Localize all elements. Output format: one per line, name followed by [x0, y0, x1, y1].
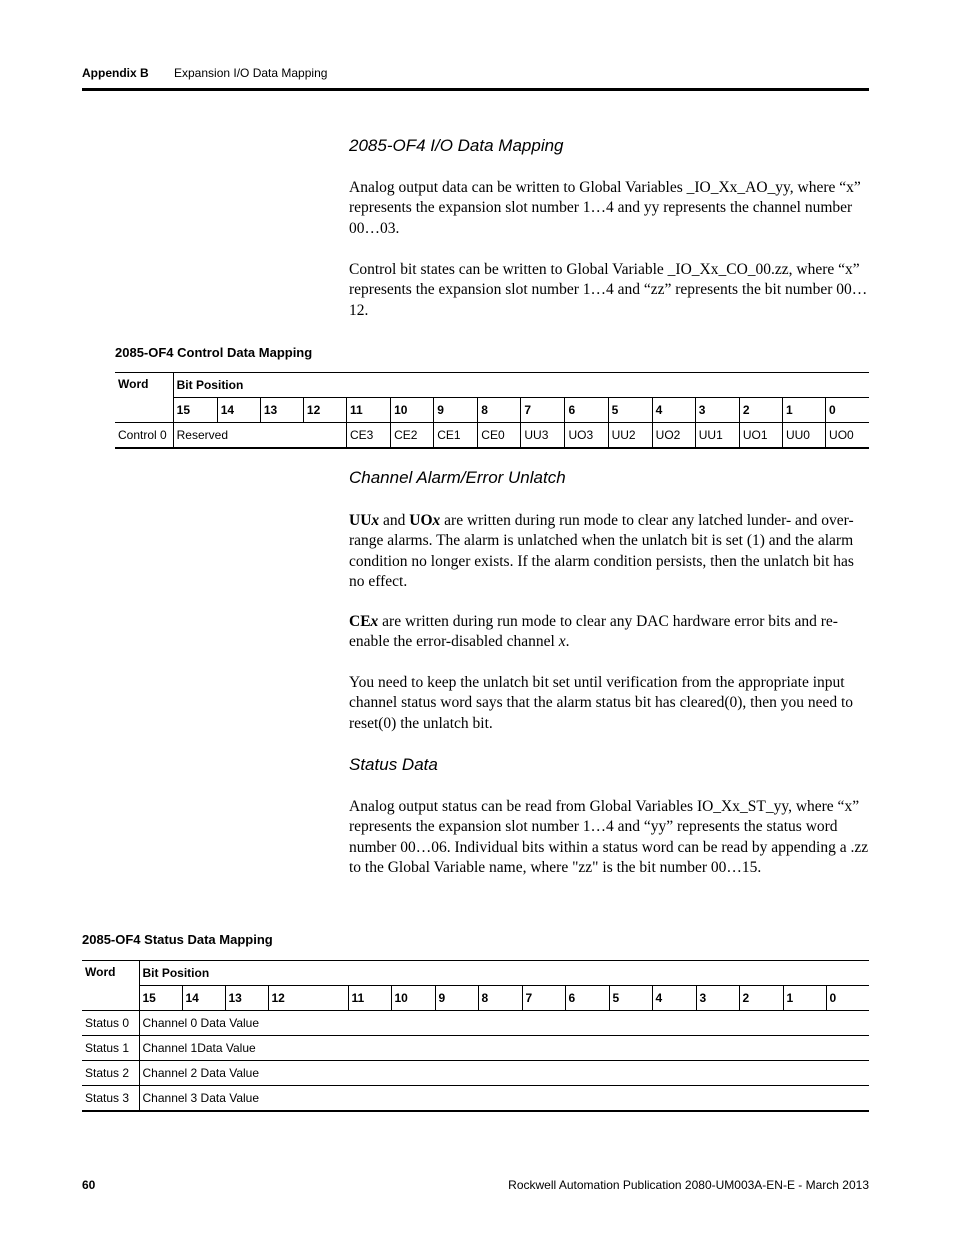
row-value: Channel 3 Data Value: [139, 1086, 869, 1112]
bit-5: 5: [608, 398, 652, 423]
bit-10: 10: [391, 986, 435, 1011]
table-row: [82, 1061, 869, 1086]
bit-2: 2: [739, 398, 782, 423]
bit-10: 10: [391, 398, 434, 423]
cell-ce1: CE1: [434, 423, 478, 449]
control-table-caption: 2085-OF4 Control Data Mapping: [115, 345, 313, 360]
para2-rest: are written during run mode to clear any DAC hardware error bits and re-enable the error-disabled channel: [349, 613, 838, 651]
channel-x: x: [558, 633, 566, 651]
and-text: and: [379, 512, 410, 529]
bit-12: 12: [303, 398, 346, 423]
bit-6: 6: [565, 398, 608, 423]
bit-7: 7: [521, 398, 565, 423]
bit-7: 7: [522, 986, 565, 1011]
header-rule: [82, 88, 869, 91]
row-word: Status 3: [82, 1086, 139, 1112]
status-data-heading: Status Data: [349, 755, 438, 774]
bit-14: 14: [217, 398, 260, 423]
io-mapping-paragraph-2: Control bit states can be written to Global Variable _IO_Xx_CO_00.zz, where “x” represents the expansion slot number 1…4 and “zz” represents the bit number 00…12.: [349, 261, 868, 319]
bit-9: 9: [435, 986, 478, 1011]
bit-12: 12: [268, 986, 348, 1011]
bit-13: 13: [260, 398, 303, 423]
io-mapping-heading: 2085-OF4 I/O Data Mapping: [349, 136, 564, 155]
ce-x: x: [370, 613, 379, 630]
cell-uo3: UO3: [565, 423, 608, 449]
table-row: [115, 423, 869, 449]
bit-position-header: Bit Position: [173, 373, 869, 398]
row-value: Channel 1Data Value: [139, 1036, 869, 1061]
table-row: [82, 1036, 869, 1061]
bit-1: 1: [782, 398, 825, 423]
cell-uu0: UU0: [782, 423, 825, 449]
alarm-unlatch-paragraph-2: [349, 612, 869, 653]
bit-6: 6: [565, 986, 609, 1011]
uo-x: x: [432, 512, 441, 529]
appendix-label: Appendix B: [82, 66, 149, 80]
uo-term: UO: [409, 512, 433, 529]
chapter-title: Expansion I/O Data Mapping: [174, 66, 328, 80]
bit-4: 4: [652, 398, 695, 423]
running-header: [82, 66, 328, 80]
cell-ce2: CE2: [391, 423, 434, 449]
bit-15: 15: [173, 398, 217, 423]
bit-0: 0: [826, 986, 869, 1011]
status-data-table: [82, 960, 869, 1112]
bit-9: 9: [434, 398, 478, 423]
table-row: [82, 1011, 869, 1036]
bit-13: 13: [225, 986, 268, 1011]
bit-8: 8: [478, 398, 521, 423]
word-header: Word: [115, 373, 173, 423]
bit-3: 3: [695, 398, 739, 423]
para1-rest: are written during run mode to clear any latched lunder- and over-range alarms. The alarm is unlatched when the unlatch bit is set (1) and the alarm condition no longer exists. If the alarm condition persists, then the unlatch bit has no effect.: [349, 512, 854, 590]
cell-uu1: UU1: [695, 423, 739, 449]
row-value: Channel 2 Data Value: [139, 1061, 869, 1086]
ce-term: CE: [349, 613, 371, 630]
publication-info: Rockwell Automation Publication 2080-UM003A-EN-E - March 2013: [508, 1178, 869, 1192]
bit-1: 1: [783, 986, 826, 1011]
reserved-cell: Reserved: [173, 423, 346, 449]
bit-position-header: Bit Position: [139, 961, 869, 986]
cell-ce3: CE3: [347, 423, 391, 449]
cell-uu3: UU3: [521, 423, 565, 449]
uu-term: UU: [349, 512, 372, 529]
bit-4: 4: [652, 986, 696, 1011]
cell-uo2: UO2: [652, 423, 695, 449]
row-word: Control 0: [115, 423, 173, 449]
alarm-unlatch-heading: Channel Alarm/Error Unlatch: [349, 468, 566, 487]
bit-11: 11: [347, 398, 391, 423]
cell-uu2: UU2: [608, 423, 652, 449]
cell-uo0: UO0: [826, 423, 869, 449]
uu-x: x: [371, 512, 380, 529]
cell-uo1: UO1: [739, 423, 782, 449]
table-row: [82, 1086, 869, 1112]
bit-11: 11: [348, 986, 391, 1011]
page-number: 60: [82, 1178, 96, 1192]
bit-8: 8: [478, 986, 522, 1011]
bit-14: 14: [182, 986, 225, 1011]
alarm-unlatch-paragraph-3: You need to keep the unlatch bit set until verification from the appropriate input channel status word says that the alarm status bit has cleared(0), then you need to reset(0) the unlatch bit.: [349, 674, 854, 732]
bit-5: 5: [609, 986, 652, 1011]
para2-end: .: [565, 633, 570, 651]
alarm-unlatch-paragraph-1: [349, 511, 869, 592]
row-value: Channel 0 Data Value: [139, 1011, 869, 1036]
bit-0: 0: [826, 398, 869, 423]
cell-ce0: CE0: [478, 423, 521, 449]
control-data-table: [115, 372, 869, 449]
status-table-caption: 2085-OF4 Status Data Mapping: [82, 932, 273, 947]
bit-15: 15: [139, 986, 182, 1011]
word-header: Word: [82, 961, 139, 1011]
row-word: Status 2: [82, 1061, 139, 1086]
row-word: Status 0: [82, 1011, 139, 1036]
bit-3: 3: [696, 986, 739, 1011]
status-data-paragraph: Analog output status can be read from Global Variables IO_Xx_ST_yy, where “x” represents the expansion slot number 1…4 and “yy” represents the status word number 00…06. Individual bits within a status word can be read by appending a .zz to the Global Variable name, where "zz" is the bit number 00…15.: [349, 798, 869, 876]
bit-2: 2: [739, 986, 783, 1011]
io-mapping-paragraph-1: Analog output data can be written to Global Variables _IO_Xx_AO_yy, where “x” represents the expansion slot number 1…4 and yy represents the channel number 00…03.: [349, 179, 861, 237]
row-word: Status 1: [82, 1036, 139, 1061]
